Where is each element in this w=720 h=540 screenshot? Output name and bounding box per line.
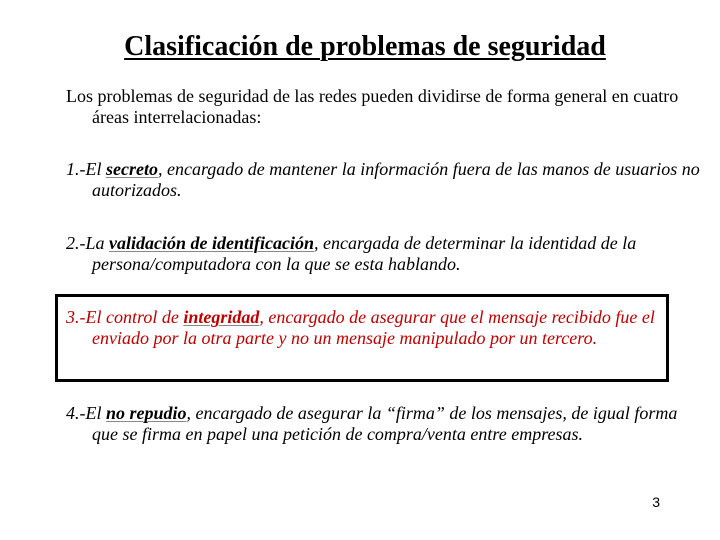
item-term: no repudio xyxy=(106,403,187,423)
item-term: integridad xyxy=(183,307,260,327)
item-term: secreto xyxy=(106,159,158,179)
item-prefix: 2.-La xyxy=(66,233,110,253)
slide-title: Clasificación de problemas de seguridad xyxy=(124,31,606,62)
item-prefix: 4.-El xyxy=(66,403,106,423)
item-description: , encargado de asegurar que el mensaje recibido fue el enviado por la otra parte y no un mensaje manipulado por un tercero. xyxy=(92,307,655,348)
list-item-no-repudio xyxy=(66,403,702,445)
item-prefix: 1.-El xyxy=(66,159,106,179)
intro-paragraph: Los problemas de seguridad de las redes pueden dividirse de forma general en cuatro áreas interrelacionadas: xyxy=(66,86,679,127)
item-prefix: 3.-El control de xyxy=(66,307,184,327)
item-term: validación de identificación xyxy=(109,233,314,253)
item-description: , encargado de mantener la información fuera de las manos de usuarios no autorizados. xyxy=(92,159,700,200)
item-description: , encargado de asegurar la “firma” de los mensajes, de igual forma que se firma en papel una petición de compra/venta entre empresas. xyxy=(92,403,678,444)
list-item-secreto xyxy=(66,159,702,201)
list-item-validacion xyxy=(66,233,702,275)
list-item-integridad xyxy=(66,307,702,349)
page-number: 3 xyxy=(652,494,660,510)
item-description: , encargada de determinar la identidad de la persona/computadora con la que se esta hablando. xyxy=(92,233,637,274)
